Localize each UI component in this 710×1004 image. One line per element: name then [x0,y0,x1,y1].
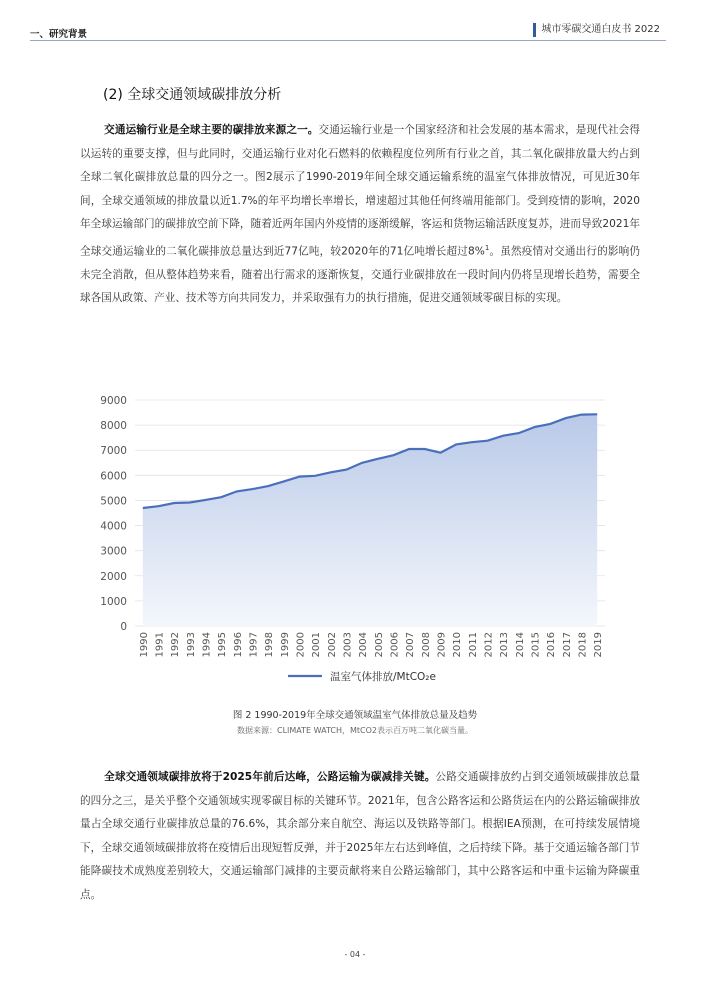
x-tick-label: 2007 [405,632,417,658]
figure-caption: 图 2 1990-2019年全球交通领域温室气体排放总量及趋势 [232,710,478,721]
y-tick-label: 1000 [100,595,127,608]
x-tick-label: 2012 [483,632,495,658]
x-tick-label: 2001 [311,632,323,658]
x-tick-label: 2009 [436,632,448,658]
x-tick-label: 2015 [530,632,542,658]
y-tick-label: 2000 [100,570,127,583]
y-tick-label: 5000 [100,495,127,508]
x-tick-label: 1998 [264,632,276,658]
x-tick-label: 2019 [593,632,605,658]
emissions-area [143,414,597,626]
legend-label: 温室气体排放/MtCO₂e [330,671,436,683]
x-tick-label: 1992 [170,632,182,658]
x-tick-label: 1991 [154,632,166,658]
paragraph-1-body-b: 。虽然疫情对交通出行的影响仍未完全消散，但从整体趋势来看，随着出行需求的逐渐恢复，交通行业碳排放在一段时间内仍将呈现增长趋势，需要全球各国从政策、产业、技术等方向共同发力，并采取强有力的执行措施，促进交通领域零碳目标的实现。 [80,245,640,305]
x-tick-label: 1990 [138,632,150,658]
x-tick-label: 2014 [514,632,526,658]
x-tick-label: 2008 [420,632,432,658]
section-title: (2) 全球交通领域碳排放分析 [103,87,282,103]
x-tick-label: 1994 [201,632,213,658]
x-tick-label: 2002 [326,632,338,658]
y-tick-label: 7000 [100,445,127,458]
y-tick-label: 6000 [100,470,127,483]
emissions-chart [90,390,620,695]
x-tick-label: 1997 [248,632,260,658]
page-number: - 04 - [344,950,366,959]
y-tick-label: 9000 [100,395,127,407]
y-tick-label: 0 [120,621,127,633]
x-tick-label: 1993 [185,632,197,658]
paragraph-2 [80,766,640,907]
x-tick-label: 1999 [279,632,291,658]
x-tick-label: 2016 [546,632,558,658]
footnote-ref[interactable]: 1 [484,243,490,252]
x-tick-label: 2000 [295,632,307,658]
x-tick-label: 2004 [358,632,370,658]
x-tick-label: 2011 [467,632,479,658]
y-tick-label: 8000 [100,420,127,433]
x-tick-label: 2003 [342,632,354,658]
x-tick-label: 1995 [217,632,229,658]
paragraph-1-lead: 交通运输行业是全球主要的碳排放来源之一。 [104,124,319,136]
y-tick-label: 3000 [100,545,127,558]
x-tick-label: 2017 [561,632,573,658]
x-tick-label: 2018 [577,632,589,658]
x-tick-label: 2010 [452,632,464,658]
paragraph-2-lead: 全球交通领域碳排放将于2025年前后达峰，公路运输为碳减排关键。 [104,771,436,783]
x-tick-label: 2006 [389,632,401,658]
x-tick-label: 2013 [499,632,511,658]
header-divider [30,40,666,41]
header-publication-title: 城市零碳交通白皮书 2022 [533,23,660,37]
y-tick-label: 4000 [100,520,127,533]
figure-source: 数据来源：CLIMATE WATCH，MtCO2表示百万吨二氧化碳当量。 [237,726,473,735]
x-tick-label: 2005 [373,632,385,658]
paragraph-1-body-a: 交通运输行业是一个国家经济和社会发展的基本需求，是现代社会得以运转的重要支撑，但与此同时，交通运输行业对化石燃料的依赖程度位列所有行业之首，其二氧化碳排放量大约占到全球二氧化碳排放总量的四分之一。图2展示了1990-2019年间全球交通运输系统的温室气体排放情况，可见近30年间，全球交通领域的排放量以近1.7%的年平均增长率增长，增速超过其他任何终端用能部门。受到疫情的影响，2020年全球运输部门的碳排放空前下降，随着近两年国内外疫情的逐渐缓解，客运和货物运输活跃度复苏，进而导致2021年全球交通运输业的二氧化碳排放总量达到近77亿吨，较2020年的71亿吨增长超过8% [80,124,641,258]
paragraph-2-body: 公路交通碳排放约占到交通领域碳排放总量的四分之三，是关乎整个交通领域实现零碳目标的关键环节。2021年，包含公路客运和公路货运在内的公路运输碳排放量占全球交通行业碳排放总量的76.6%，其余部分来自航空、海运以及铁路等部门。根据IEA预测，在可持续发展情境下，全球交通领域碳排放将在疫情后出现短暂反弹，并于2025年左右达到峰值，之后持续下降。基于交通运输各部门节能降碳技术成熟度差别较大，交通运输部门减排的主要贡献将来自公路运输部门，其中公路客运和中重卡运输为降碳重点。 [80,771,641,901]
paragraph-1 [80,119,640,311]
x-tick-label: 1996 [232,632,244,658]
header-section-label: 一、研究背景 [30,29,88,40]
